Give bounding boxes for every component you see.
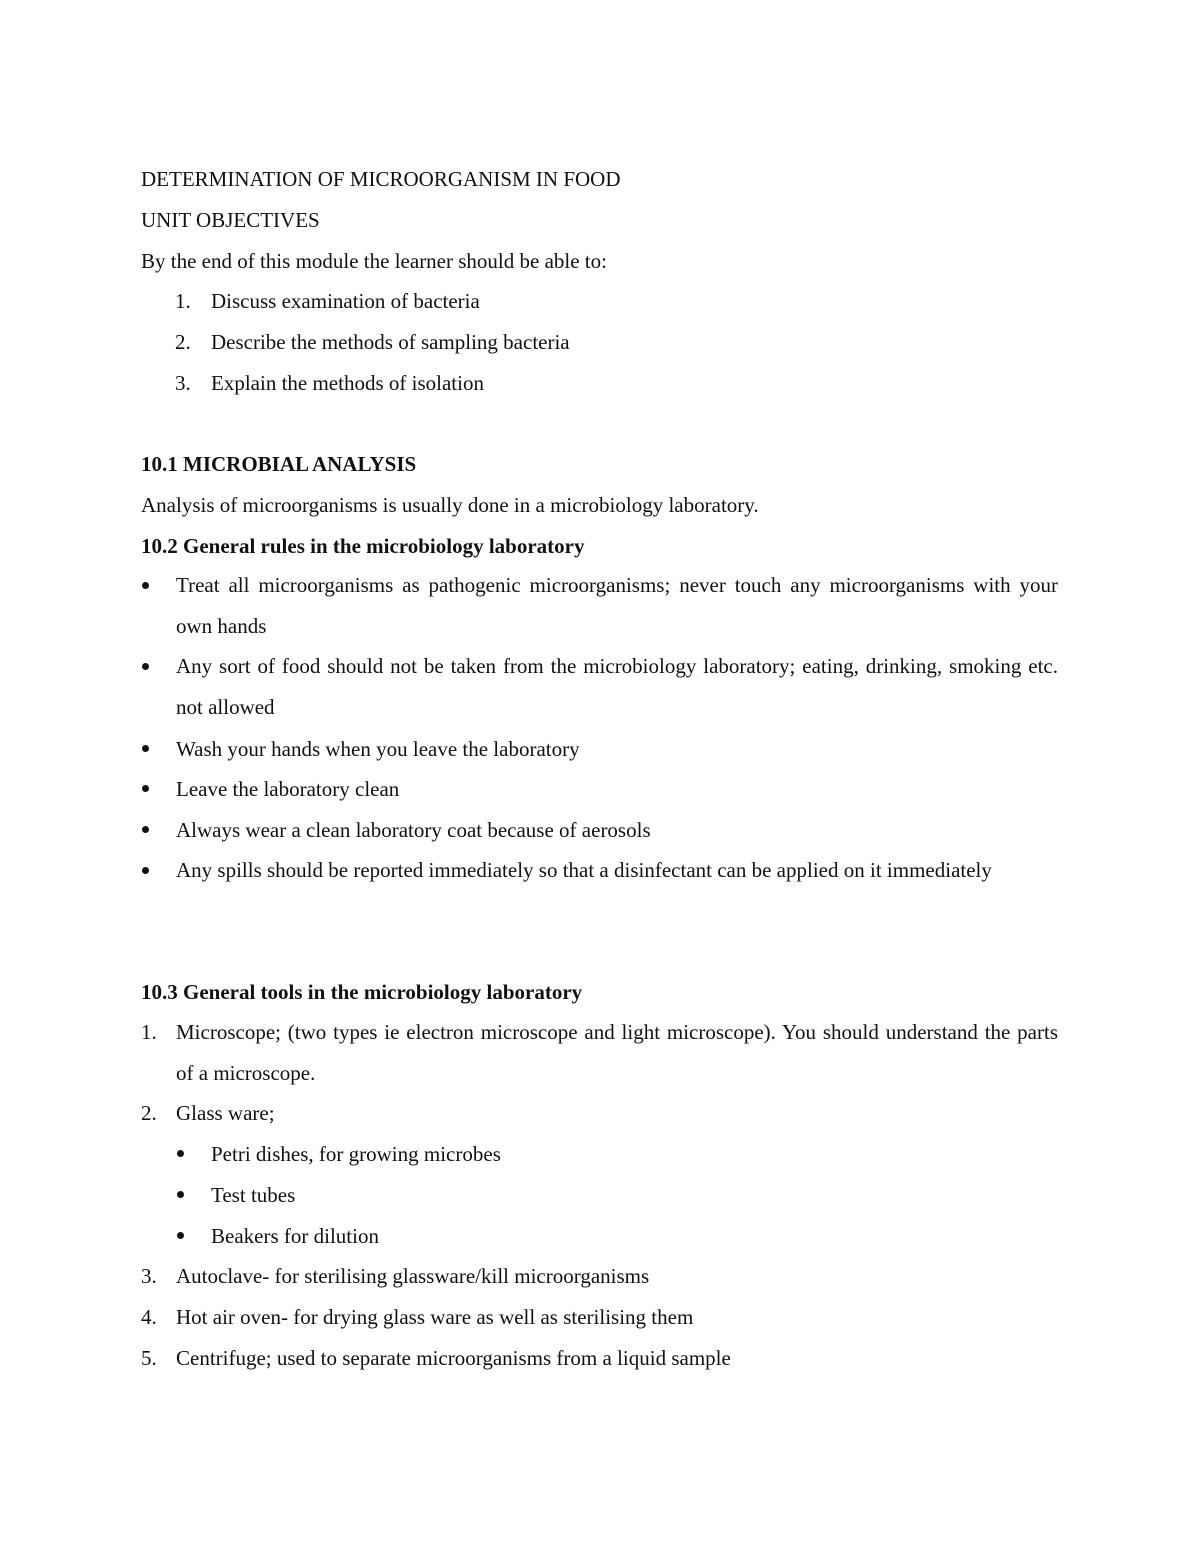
tool-number: 2. [141,1101,157,1125]
rule-item: Always wear a clean laboratory coat because of aerosols [176,818,651,842]
tool-item: Microscope; (two types ie electron microscope and light microscope). You should understand the parts of a microscope. [176,1020,1058,1085]
tool-item: Centrifuge; used to separate microorganisms from a liquid sample [176,1346,731,1370]
tool-number: 3. [141,1264,157,1288]
rule-item: Treat all microorganisms as pathogenic microorganisms; never touch any microorganisms with your own hands [176,573,1058,638]
bullet-icon [142,663,149,670]
objective-item: Discuss examination of bacteria [211,289,480,313]
glassware-item: Beakers for dilution [211,1224,379,1248]
objectives-heading: UNIT OBJECTIVES [141,208,320,232]
bullet-icon [177,1191,184,1198]
tool-item: Glass ware; [176,1101,275,1125]
bullet-icon [142,745,149,752]
bullet-icon [177,1150,184,1157]
bullet-icon [142,785,149,792]
section-10-3-heading: 10.3 General tools in the microbiology laboratory [141,980,583,1004]
objectives-intro: By the end of this module the learner should be able to: [141,249,607,273]
bullet-icon [177,1232,184,1239]
bullet-icon [142,582,149,589]
tool-number: 1. [141,1020,157,1044]
tool-number: 5. [141,1346,157,1370]
document-title: DETERMINATION OF MICROORGANISM IN FOOD [141,167,621,191]
objective-number: 2. [175,330,191,354]
section-10-1-text: Analysis of microorganisms is usually done in a microbiology laboratory. [141,493,759,517]
rule-item: Wash your hands when you leave the laboratory [176,737,580,761]
tool-number: 4. [141,1305,157,1329]
glassware-item: Test tubes [211,1183,296,1207]
objective-item: Describe the methods of sampling bacteria [211,330,570,354]
glassware-item: Petri dishes, for growing microbes [211,1142,501,1166]
objective-number: 3. [175,371,191,395]
bullet-icon [142,826,149,833]
section-10-2-heading: 10.2 General rules in the microbiology laboratory [141,534,585,558]
bullet-icon [142,867,149,874]
objective-number: 1. [175,289,191,313]
rule-item: Leave the laboratory clean [176,777,400,801]
objective-item: Explain the methods of isolation [211,371,484,395]
section-10-1-heading: 10.1 MICROBIAL ANALYSIS [141,452,417,476]
rule-item: Any sort of food should not be taken from the microbiology laboratory; eating, drinking, smoking etc. not allowed [176,654,1058,719]
tool-item: Autoclave- for sterilising glassware/kill microorganisms [176,1264,650,1288]
tool-item: Hot air oven- for drying glass ware as well as sterilising them [176,1305,694,1329]
rule-item: Any spills should be reported immediately so that a disinfectant can be applied on it immediately [176,858,992,882]
